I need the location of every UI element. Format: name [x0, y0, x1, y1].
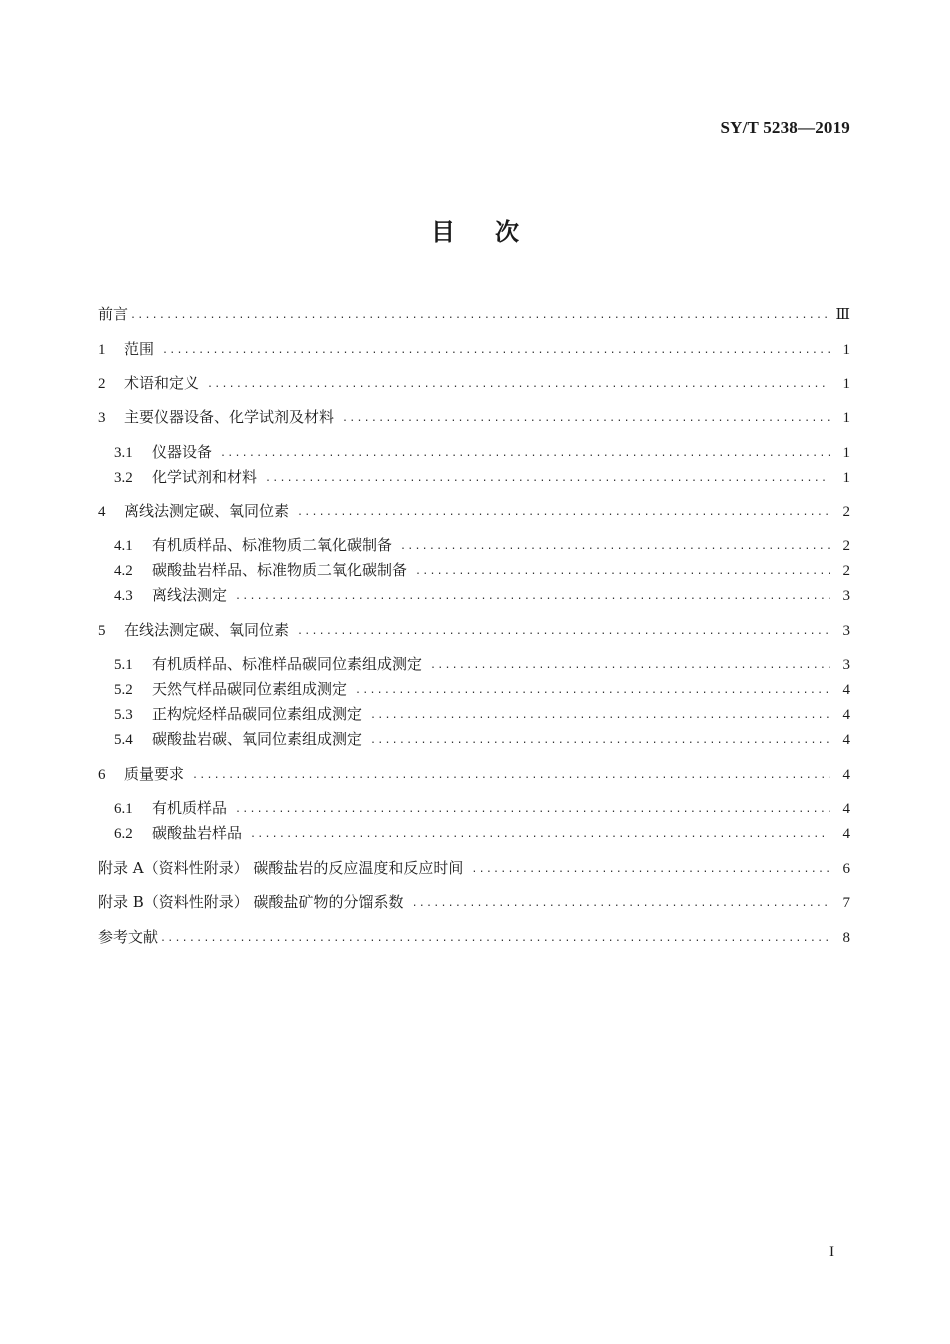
toc-entry-label: 有机质样品、标准样品碳同位素组成测定 — [152, 655, 423, 673]
dot-leader — [235, 800, 830, 820]
toc-entry-label: 在线法测定碳、氧同位素 — [124, 621, 290, 639]
toc-entry-number: 5.4 — [114, 732, 133, 748]
dot-leader — [207, 375, 830, 395]
toc-entry-page: 4 — [842, 767, 850, 783]
toc-entry-number: 4.1 — [114, 538, 133, 554]
toc-entry-number: 5.1 — [114, 657, 133, 673]
toc-entry-number: 5.2 — [114, 682, 133, 698]
toc-entry-number: 5.3 — [114, 707, 133, 723]
dot-leader — [130, 306, 830, 326]
toc-entry-label: 碳酸盐岩样品 — [152, 824, 243, 842]
toc-entry-3[interactable] — [98, 407, 850, 430]
toc-entry-3-1[interactable] — [114, 442, 850, 465]
dot-leader — [162, 341, 830, 361]
toc-entry-page: 3 — [842, 588, 850, 604]
toc-entry-page: 4 — [842, 732, 850, 748]
dot-leader — [235, 587, 830, 607]
toc-entry-page: 4 — [842, 826, 850, 842]
toc-entry-label: 天然气样品碳同位素组成测定 — [152, 680, 348, 698]
dot-leader — [370, 731, 830, 751]
dot-leader — [370, 706, 830, 726]
toc-entry-number: 4 — [98, 504, 106, 520]
toc-entry-page: 1 — [842, 470, 850, 486]
toc-entry-4-1[interactable] — [114, 535, 850, 558]
dot-leader — [297, 503, 830, 523]
toc-entry-4[interactable] — [98, 501, 850, 524]
dot-leader — [297, 622, 830, 642]
toc-entry-label: 离线法测定 — [152, 586, 228, 604]
toc-entry-number: 3.2 — [114, 470, 133, 486]
dot-leader — [415, 562, 830, 582]
dot-leader — [192, 766, 830, 786]
toc-entry-label: 附录 B（资料性附录） 碳酸盐矿物的分馏系数 — [98, 893, 404, 911]
toc-entry-number: 4.3 — [114, 588, 133, 604]
toc-entry-page: 3 — [842, 623, 850, 639]
toc-entry-number: 6.1 — [114, 801, 133, 817]
toc-entry-6-1[interactable] — [114, 798, 850, 821]
toc-entry-foreword[interactable] — [98, 304, 850, 327]
toc-entry-page: 4 — [842, 707, 850, 723]
dot-leader — [471, 860, 830, 880]
dot-leader — [355, 681, 830, 701]
toc-entry-number: 4.2 — [114, 563, 133, 579]
toc-entry-page: 1 — [842, 342, 850, 358]
toc-entry-references[interactable] — [98, 927, 850, 950]
toc-entry-page: 8 — [842, 930, 850, 946]
toc-entry-page: 2 — [842, 538, 850, 554]
toc-entry-page: 1 — [842, 376, 850, 392]
toc-entry-page: 4 — [842, 682, 850, 698]
toc-entry-page: 6 — [842, 861, 850, 877]
toc-entry-appendix-a[interactable] — [98, 858, 850, 881]
toc-entry-label: 仪器设备 — [152, 443, 213, 461]
dot-leader — [400, 537, 830, 557]
toc-entry-page: 3 — [842, 657, 850, 673]
dot-leader — [265, 469, 830, 489]
toc-entry-number: 3 — [98, 410, 106, 426]
toc-entry-appendix-b[interactable] — [98, 892, 850, 915]
toc-entry-label: 质量要求 — [124, 765, 185, 783]
toc-entry-6-2[interactable] — [114, 823, 850, 846]
toc-entry-page: 2 — [842, 504, 850, 520]
toc-entry-5-1[interactable] — [114, 654, 850, 677]
toc-entry-number: 6.2 — [114, 826, 133, 842]
toc-entry-number: 2 — [98, 376, 106, 392]
page-number: I — [829, 1244, 834, 1260]
toc-entry-label: 碳酸盐岩碳、氧同位素组成测定 — [152, 730, 363, 748]
toc-entry-label: 范围 — [124, 340, 155, 358]
toc-entry-page: 1 — [842, 410, 850, 426]
toc-entry-1[interactable] — [98, 339, 850, 362]
toc-entry-4-2[interactable] — [114, 560, 850, 583]
toc-entry-page: Ⅲ — [835, 307, 850, 323]
toc-entry-label: 有机质样品 — [152, 799, 228, 817]
dot-leader — [250, 825, 830, 845]
toc-entry-label: 碳酸盐岩样品、标准物质二氧化碳制备 — [152, 561, 408, 579]
toc-entry-label: 参考文献 — [98, 928, 159, 946]
toc-entry-label: 化学试剂和材料 — [152, 468, 258, 486]
toc-entry-label: 术语和定义 — [124, 374, 200, 392]
toc-entry-5[interactable] — [98, 620, 850, 643]
toc-entry-3-2[interactable] — [114, 467, 850, 490]
dot-leader — [220, 444, 830, 464]
toc-entry-5-2[interactable] — [114, 679, 850, 702]
toc-entry-number: 3.1 — [114, 445, 133, 461]
toc-entry-number: 5 — [98, 623, 106, 639]
dot-leader — [412, 894, 830, 914]
dot-leader — [342, 409, 830, 429]
toc-entry-label: 有机质样品、标准物质二氧化碳制备 — [152, 536, 393, 554]
toc-entry-number: 6 — [98, 767, 106, 783]
toc-entry-6[interactable] — [98, 764, 850, 787]
toc-entry-5-3[interactable] — [114, 704, 850, 727]
toc-entry-label: 离线法测定碳、氧同位素 — [124, 502, 290, 520]
toc-entry-5-4[interactable] — [114, 729, 850, 752]
toc-entry-label: 正构烷烃样品碳同位素组成测定 — [152, 705, 363, 723]
dot-leader — [430, 656, 830, 676]
toc-entry-page: 4 — [842, 801, 850, 817]
toc-entry-label: 主要仪器设备、化学试剂及材料 — [124, 408, 335, 426]
toc-entry-page: 7 — [842, 895, 850, 911]
toc-entry-number: 1 — [98, 342, 106, 358]
toc-entry-label: 前言 — [98, 305, 129, 323]
toc-entry-2[interactable] — [98, 373, 850, 396]
page-title: 目次 — [431, 218, 559, 246]
toc-entry-4-3[interactable] — [114, 585, 850, 608]
toc-entry-page: 1 — [842, 445, 850, 461]
standard-code: SY/T 5238—2019 — [720, 118, 850, 137]
dot-leader — [160, 929, 830, 949]
toc-entry-label: 附录 A（资料性附录） 碳酸盐岩的反应温度和反应时间 — [98, 859, 464, 877]
toc-entry-page: 2 — [842, 563, 850, 579]
